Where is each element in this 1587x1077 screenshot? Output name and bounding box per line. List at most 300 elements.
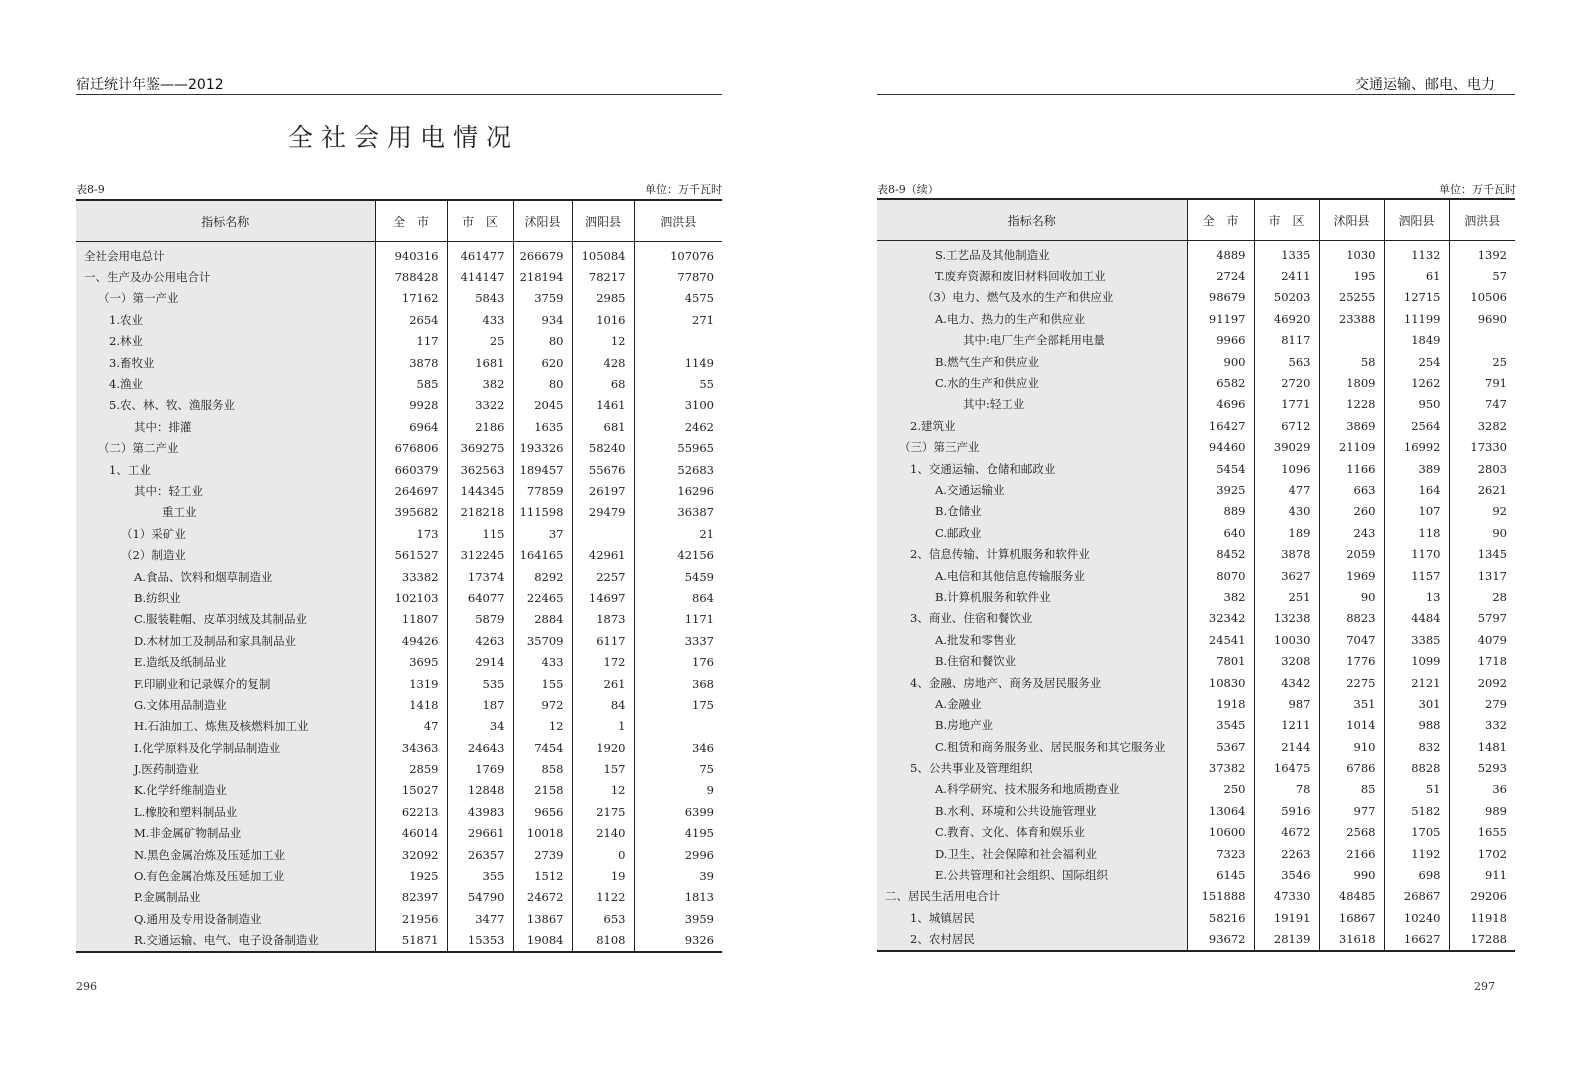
row-value: 563 (1254, 351, 1319, 372)
row-label: A.金融业 (877, 693, 1187, 714)
row-value: 900 (1187, 351, 1254, 372)
row-value: 218218 (447, 502, 513, 523)
row-value: 51 (1384, 779, 1449, 800)
row-value: 172 (572, 651, 634, 672)
row-label: F.印刷业和记录媒介的复制 (76, 673, 375, 694)
row-value: 250 (1187, 779, 1254, 800)
row-value: 660379 (375, 459, 447, 480)
row-label: C.租赁和商务服务业、居民服务和其它服务业 (877, 736, 1187, 757)
row-value: 47330 (1254, 886, 1319, 907)
page-title: 全社会用电情况 (288, 123, 520, 152)
row-value: 13 (1384, 586, 1449, 607)
table-row (877, 458, 1515, 479)
row-value: 24643 (447, 737, 513, 758)
row-value: 1166 (1319, 458, 1384, 479)
row-value: 33382 (375, 566, 447, 587)
table-row (877, 822, 1515, 843)
row-value: 13238 (1254, 608, 1319, 629)
table-row (877, 929, 1515, 951)
row-value: 47 (375, 716, 447, 737)
row-label: A.交通运输业 (877, 479, 1187, 500)
row-value: 368 (634, 673, 722, 694)
row-value: 332 (1449, 715, 1515, 736)
row-label: B.计算机服务和软件业 (877, 586, 1187, 607)
row-value: 747 (1449, 394, 1515, 415)
right-page (793, 0, 1587, 1077)
row-value: 35709 (513, 630, 572, 651)
row-value: 2720 (1254, 372, 1319, 393)
row-value: 5367 (1187, 736, 1254, 757)
row-value: 3545 (1187, 715, 1254, 736)
table-row (877, 586, 1515, 607)
row-label: 重工业 (76, 502, 375, 523)
row-value: 977 (1319, 800, 1384, 821)
row-label: 二、居民生活用电合计 (877, 886, 1187, 907)
row-value: 36387 (634, 502, 722, 523)
row-value: 243 (1319, 522, 1384, 543)
row-value: 4484 (1384, 608, 1449, 629)
row-value: 1635 (513, 416, 572, 437)
row-value: 26867 (1384, 886, 1449, 907)
row-value: 28139 (1254, 929, 1319, 951)
row-value: 1776 (1319, 650, 1384, 671)
table-id: 表8-9（续） (877, 183, 939, 196)
table-row (877, 672, 1515, 693)
table-row (877, 886, 1515, 907)
row-value: 2654 (375, 309, 447, 330)
row-label: B.仓储业 (877, 501, 1187, 522)
row-label: B.纺织业 (76, 587, 375, 608)
row-value: 271 (634, 309, 722, 330)
row-value: 55965 (634, 438, 722, 459)
row-label: 3、商业、住宿和餐饮业 (877, 608, 1187, 629)
row-label: C.邮政业 (877, 522, 1187, 543)
header-region: 全 市 (375, 200, 447, 242)
row-value: 92 (1449, 501, 1515, 522)
table-row (76, 331, 722, 352)
row-value: 5879 (447, 609, 513, 630)
row-value: 477 (1254, 479, 1319, 500)
table-row (877, 522, 1515, 543)
table-row (76, 373, 722, 394)
row-value: 433 (513, 651, 572, 672)
row-value: 2996 (634, 844, 722, 865)
row-value: 164 (1384, 479, 1449, 500)
row-value: 2263 (1254, 843, 1319, 864)
table-row (76, 416, 722, 437)
row-value: 1918 (1187, 693, 1254, 714)
row-value (1319, 330, 1384, 351)
row-label: A.食品、饮料和烟草制造业 (76, 566, 375, 587)
row-value: 28 (1449, 586, 1515, 607)
row-value: 32092 (375, 844, 447, 865)
row-value: 4889 (1187, 241, 1254, 266)
row-value: 8828 (1384, 757, 1449, 778)
table-row (76, 309, 722, 330)
row-value: 34 (447, 716, 513, 737)
table-row (877, 241, 1515, 266)
row-value: 5797 (1449, 608, 1515, 629)
table-row (76, 587, 722, 608)
row-value: 1132 (1384, 241, 1449, 266)
left-page (0, 0, 793, 1077)
row-value: 52683 (634, 459, 722, 480)
row-value: 940316 (375, 242, 447, 267)
electricity-table-continued (877, 198, 1515, 952)
row-value: 461477 (447, 242, 513, 267)
row-value: 78217 (572, 266, 634, 287)
table-row (76, 758, 722, 779)
row-value: 4696 (1187, 394, 1254, 415)
row-value (634, 716, 722, 737)
row-value: 2166 (1319, 843, 1384, 864)
row-value: 10030 (1254, 629, 1319, 650)
row-value: 1655 (1449, 822, 1515, 843)
row-value: 1873 (572, 609, 634, 630)
row-value: 77870 (634, 266, 722, 287)
row-value: 1099 (1384, 650, 1449, 671)
row-value: 17330 (1449, 437, 1515, 458)
row-label: Q.通用及专用设备制造业 (76, 908, 375, 929)
row-value: 7047 (1319, 629, 1384, 650)
row-value: 37 (513, 523, 572, 544)
row-value: 1512 (513, 865, 572, 886)
table-id: 表8-9 (76, 183, 105, 196)
table-row (76, 288, 722, 309)
row-value: 2803 (1449, 458, 1515, 479)
row-value: 105084 (572, 242, 634, 267)
row-value: 175 (634, 694, 722, 715)
row-value: 1809 (1319, 372, 1384, 393)
row-value: 111598 (513, 502, 572, 523)
row-label: 其中:电厂生产全部耗用电量 (877, 330, 1187, 351)
row-value: 1016 (572, 309, 634, 330)
row-value: 6964 (375, 416, 447, 437)
row-value: 91197 (1187, 308, 1254, 329)
row-value: 77859 (513, 480, 572, 501)
header-region: 沭阳县 (1319, 199, 1384, 241)
row-value: 535 (447, 673, 513, 694)
header-region: 泗洪县 (634, 200, 722, 242)
row-value: 24672 (513, 887, 572, 908)
row-label: B.水利、环境和公共设施管理业 (877, 800, 1187, 821)
row-value: 155 (513, 673, 572, 694)
row-value: 3100 (634, 395, 722, 416)
row-value: 26197 (572, 480, 634, 501)
row-value: 195 (1319, 265, 1384, 286)
table-row (76, 865, 722, 886)
row-label: B.燃气生产和供应业 (877, 351, 1187, 372)
row-value: 428 (572, 352, 634, 373)
row-value: 3282 (1449, 415, 1515, 436)
row-value: 34363 (375, 737, 447, 758)
row-value: 19 (572, 865, 634, 886)
row-label: 1、交通运输、仓储和邮政业 (877, 458, 1187, 479)
row-value: 118 (1384, 522, 1449, 543)
row-value: 16867 (1319, 907, 1384, 928)
row-label: 5、公共事业及管理组织 (877, 757, 1187, 778)
table-row (877, 608, 1515, 629)
row-value: 681 (572, 416, 634, 437)
row-label: P.金属制品业 (76, 887, 375, 908)
row-value: 12 (572, 331, 634, 352)
row-value: 8108 (572, 930, 634, 952)
row-label: A.科学研究、技术服务和地质勘查业 (877, 779, 1187, 800)
table-row (76, 480, 722, 501)
row-label: A.电信和其他信息传输服务业 (877, 565, 1187, 586)
header-region: 泗阳县 (572, 200, 634, 242)
row-value: 4079 (1449, 629, 1515, 650)
row-value: 2914 (447, 651, 513, 672)
row-label: B.房地产业 (877, 715, 1187, 736)
row-value: 1 (572, 716, 634, 737)
row-value: 1211 (1254, 715, 1319, 736)
row-value: 3546 (1254, 864, 1319, 885)
table-row (877, 308, 1515, 329)
row-value: 910 (1319, 736, 1384, 757)
row-value: 39029 (1254, 437, 1319, 458)
row-value: 29661 (447, 823, 513, 844)
table-row (877, 415, 1515, 436)
row-label: E.公共管理和社会组织、国际组织 (877, 864, 1187, 885)
row-value: 50203 (1254, 287, 1319, 308)
row-value: 55676 (572, 459, 634, 480)
header-region: 市 区 (447, 200, 513, 242)
row-value: 1392 (1449, 241, 1515, 266)
row-value: 21109 (1319, 437, 1384, 458)
row-value: 43983 (447, 801, 513, 822)
row-value: 1319 (375, 673, 447, 694)
row-value: 189 (1254, 522, 1319, 543)
row-value: 1769 (447, 758, 513, 779)
row-value: 1014 (1319, 715, 1384, 736)
row-value: 351 (1319, 693, 1384, 714)
row-value: 561527 (375, 544, 447, 565)
table-row (877, 330, 1515, 351)
row-value: 13867 (513, 908, 572, 929)
row-label: L.橡胶和塑料制品业 (76, 801, 375, 822)
row-label: 1.农业 (76, 309, 375, 330)
row-value: 218194 (513, 266, 572, 287)
row-value: 2275 (1319, 672, 1384, 693)
row-label: C.水的生产和供应业 (877, 372, 1187, 393)
header-region: 泗洪县 (1449, 199, 1515, 241)
row-value: 260 (1319, 501, 1384, 522)
row-value: 1170 (1384, 543, 1449, 564)
row-value: 858 (513, 758, 572, 779)
row-value: 640 (1187, 522, 1254, 543)
table-row (877, 501, 1515, 522)
row-value: 78 (1254, 779, 1319, 800)
table-row (76, 651, 722, 672)
row-value: 2724 (1187, 265, 1254, 286)
row-label: 其中:轻工业 (877, 394, 1187, 415)
row-value: 1262 (1384, 372, 1449, 393)
header-rule (877, 94, 1515, 95)
table-row (76, 780, 722, 801)
row-value: 6786 (1319, 757, 1384, 778)
row-value: 15027 (375, 780, 447, 801)
row-value: 3959 (634, 908, 722, 929)
row-value: 93672 (1187, 929, 1254, 951)
row-value: 2059 (1319, 543, 1384, 564)
row-label: G.文体用品制造业 (76, 694, 375, 715)
row-value: 3627 (1254, 565, 1319, 586)
row-value: 1969 (1319, 565, 1384, 586)
table-row (76, 352, 722, 373)
table-header-row (76, 200, 722, 242)
row-value: 2175 (572, 801, 634, 822)
row-value: 3878 (375, 352, 447, 373)
row-value: 16992 (1384, 437, 1449, 458)
row-value: 1317 (1449, 565, 1515, 586)
row-value: 46920 (1254, 308, 1319, 329)
row-value: 987 (1254, 693, 1319, 714)
row-value: 254 (1384, 351, 1449, 372)
row-value: 16475 (1254, 757, 1319, 778)
row-value: 31618 (1319, 929, 1384, 951)
row-value: 2257 (572, 566, 634, 587)
row-value: 7801 (1187, 650, 1254, 671)
row-value: 2884 (513, 609, 572, 630)
row-value: 85 (1319, 779, 1384, 800)
table-row (76, 908, 722, 929)
table-row (877, 715, 1515, 736)
row-label: 1、城镇居民 (877, 907, 1187, 928)
row-value: 5454 (1187, 458, 1254, 479)
row-label: 2、农村居民 (877, 929, 1187, 951)
header-rule (76, 94, 722, 95)
row-value: 173 (375, 523, 447, 544)
row-value: 676806 (375, 438, 447, 459)
row-value: 1345 (1449, 543, 1515, 564)
row-value: 29479 (572, 502, 634, 523)
row-label: （1）采矿业 (76, 523, 375, 544)
row-value: 6582 (1187, 372, 1254, 393)
page-number: 296 (76, 980, 97, 993)
row-label: I.化学原料及化学制品制造业 (76, 737, 375, 758)
row-value: 84 (572, 694, 634, 715)
row-value: 1681 (447, 352, 513, 373)
row-label: 4、金融、房地产、商务及居民服务业 (877, 672, 1187, 693)
row-label: 3.畜牧业 (76, 352, 375, 373)
table-row (76, 630, 722, 651)
row-value: 16427 (1187, 415, 1254, 436)
row-label: N.黑色金属冶炼及压延加工业 (76, 844, 375, 865)
row-value: 4342 (1254, 672, 1319, 693)
row-label: （2）制造业 (76, 544, 375, 565)
row-value: 5293 (1449, 757, 1515, 778)
running-head: 交通运输、邮电、电力 (1355, 77, 1495, 93)
row-value: 8452 (1187, 543, 1254, 564)
row-value: 62213 (375, 801, 447, 822)
table-row (76, 737, 722, 758)
table-row (76, 823, 722, 844)
row-value: 889 (1187, 501, 1254, 522)
row-label: 全社会用电总计 (76, 242, 375, 267)
row-value: 1228 (1319, 394, 1384, 415)
row-value: 864 (634, 587, 722, 608)
table-row (877, 864, 1515, 885)
row-label: T.废弃资源和废旧材料回收加工业 (877, 265, 1187, 286)
row-value: 24541 (1187, 629, 1254, 650)
row-value: 54790 (447, 887, 513, 908)
row-value: 36 (1449, 779, 1515, 800)
row-value: 25255 (1319, 287, 1384, 308)
row-value: 1157 (1384, 565, 1449, 586)
row-value: 57 (1449, 265, 1515, 286)
table-row (76, 395, 722, 416)
row-value: 10018 (513, 823, 572, 844)
row-label: 其中：排灌 (76, 416, 375, 437)
row-value: 989 (1449, 800, 1515, 821)
row-value: 5459 (634, 566, 722, 587)
row-value: 29206 (1449, 886, 1515, 907)
row-label: （一）第一产业 (76, 288, 375, 309)
row-value: 4263 (447, 630, 513, 651)
row-value: 12715 (1384, 287, 1449, 308)
row-value: 23388 (1319, 308, 1384, 329)
row-value: 911 (1449, 864, 1515, 885)
row-value: 189457 (513, 459, 572, 480)
row-value: 15353 (447, 930, 513, 952)
table-row (76, 459, 722, 480)
row-value: 17162 (375, 288, 447, 309)
row-value: 51871 (375, 930, 447, 952)
row-value: 698 (1384, 864, 1449, 885)
row-value: 4672 (1254, 822, 1319, 843)
table-row (877, 565, 1515, 586)
row-value: 117 (375, 331, 447, 352)
row-value: 176 (634, 651, 722, 672)
row-label: J.医药制造业 (76, 758, 375, 779)
row-value: 11199 (1384, 308, 1449, 329)
row-value: 2144 (1254, 736, 1319, 757)
row-value: 2158 (513, 780, 572, 801)
row-value: 2045 (513, 395, 572, 416)
row-label: 4.渔业 (76, 373, 375, 394)
row-value: 102103 (375, 587, 447, 608)
row-label: H.石油加工、炼焦及核燃料加工业 (76, 716, 375, 737)
table-row (76, 844, 722, 865)
table-row (877, 437, 1515, 458)
row-value: 362563 (447, 459, 513, 480)
row-value: 346 (634, 737, 722, 758)
row-label: 2.林业 (76, 331, 375, 352)
row-value: 5916 (1254, 800, 1319, 821)
row-value: 653 (572, 908, 634, 929)
row-value: 2564 (1384, 415, 1449, 436)
row-value: 39 (634, 865, 722, 886)
row-value: 788428 (375, 266, 447, 287)
row-label: D.卫生、社会保障和社会福利业 (877, 843, 1187, 864)
row-value: 9690 (1449, 308, 1515, 329)
table-row (76, 523, 722, 544)
row-value: 55 (634, 373, 722, 394)
row-value: 19191 (1254, 907, 1319, 928)
row-value: 990 (1319, 864, 1384, 885)
table-row (877, 543, 1515, 564)
row-value: 9928 (375, 395, 447, 416)
row-value: 382 (447, 373, 513, 394)
row-value: 14697 (572, 587, 634, 608)
table-row (877, 479, 1515, 500)
row-value: 9326 (634, 930, 722, 952)
table-row (76, 502, 722, 523)
table-row (76, 566, 722, 587)
row-value: 10830 (1187, 672, 1254, 693)
row-label: 1、工业 (76, 459, 375, 480)
